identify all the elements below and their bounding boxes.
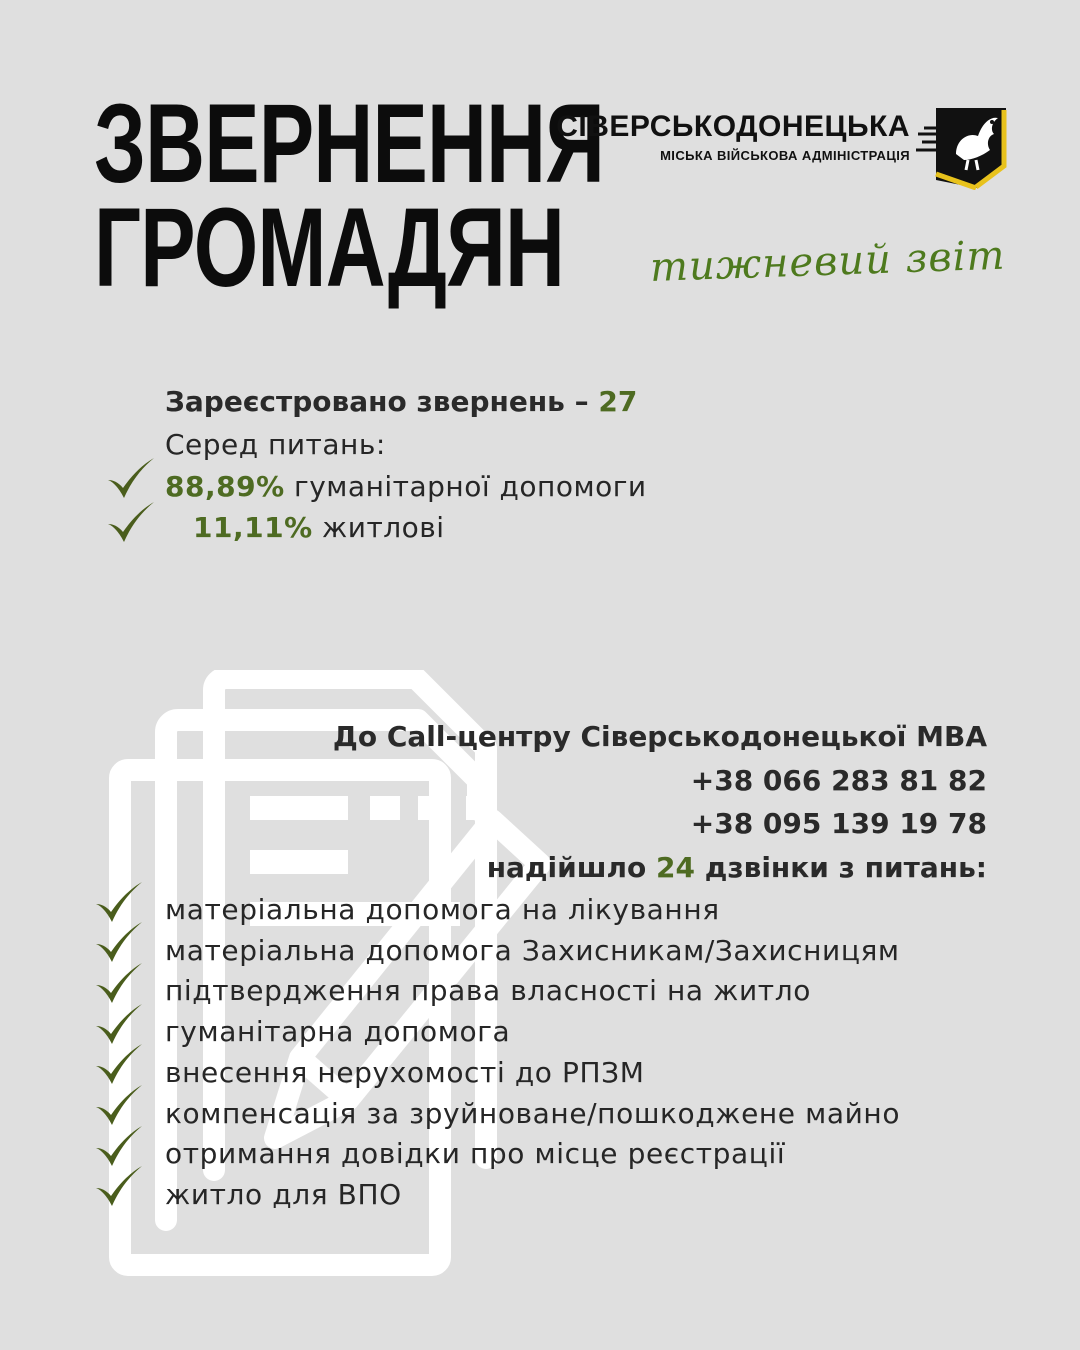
- calls-received-prefix: надійшло: [486, 850, 656, 884]
- stat-percent: 88,89%: [165, 470, 285, 503]
- calls-received-count: 24: [656, 850, 695, 884]
- stat-percent: 11,11%: [193, 511, 313, 544]
- report-type-label: тижневий звіт: [649, 232, 1007, 291]
- check-icon: [92, 1083, 144, 1127]
- page-title: [94, 81, 605, 310]
- list-item: підтвердження права власності на житло: [165, 974, 811, 1008]
- stat-label: житлові: [312, 511, 445, 544]
- calls-received-line: [333, 846, 987, 890]
- phone-number: +38 095 139 19 78: [690, 807, 987, 840]
- list-item: матеріальна допомога на лікування: [165, 893, 720, 926]
- title-line-2: ГРОМАДЯН: [94, 185, 565, 310]
- check-icon: [92, 880, 144, 924]
- stat-label: гуманітарної допомоги: [284, 470, 647, 503]
- check-icon: [92, 961, 144, 1005]
- check-icon: [92, 1164, 144, 1208]
- phone-number: +38 066 283 81 82: [690, 763, 987, 797]
- call-center-heading: До Call-центру Сіверськодонецької МВА: [332, 720, 987, 753]
- check-icon: [92, 1042, 144, 1086]
- calls-received-suffix: дзвінки з питань:: [694, 850, 987, 884]
- among-label: Серед питань:: [165, 428, 386, 461]
- call-center-block: [333, 715, 987, 889]
- title-line-1: ЗВЕРНЕННЯ: [94, 81, 605, 206]
- list-item: внесення нерухомості до РПЗМ: [165, 1055, 645, 1089]
- logo: [548, 110, 910, 163]
- list-item: отримання довідки про місце реєстрації: [165, 1137, 786, 1171]
- check-icon: [92, 1124, 144, 1168]
- logo-subtitle: МІСЬКА ВІЙСЬКОВА АДМІНІСТРАЦІЯ: [660, 148, 910, 163]
- check-icon: [104, 500, 156, 544]
- check-icon: [104, 456, 156, 500]
- check-icon: [92, 1002, 144, 1046]
- check-icon: [92, 920, 144, 964]
- stat-humanitarian: [165, 470, 647, 503]
- list-item: компенсація за зруйноване/пошкоджене майно: [165, 1096, 901, 1130]
- bird-shield-icon: [916, 104, 1010, 190]
- registered-count: 27: [598, 385, 638, 418]
- stat-housing: [193, 511, 445, 544]
- list-item: житло для ВПО: [165, 1177, 402, 1211]
- list-item: матеріальна допомога Захисникам/Захисницям: [165, 933, 900, 967]
- logo-city-name: СІВЕРСЬКОДОНЕЦЬКА: [556, 110, 910, 143]
- list-item: гуманітарна допомога: [165, 1015, 511, 1049]
- registered-label: Зареєстровано звернень –: [165, 385, 599, 418]
- topics-list: [165, 890, 900, 1216]
- registered-count-line: [165, 385, 637, 418]
